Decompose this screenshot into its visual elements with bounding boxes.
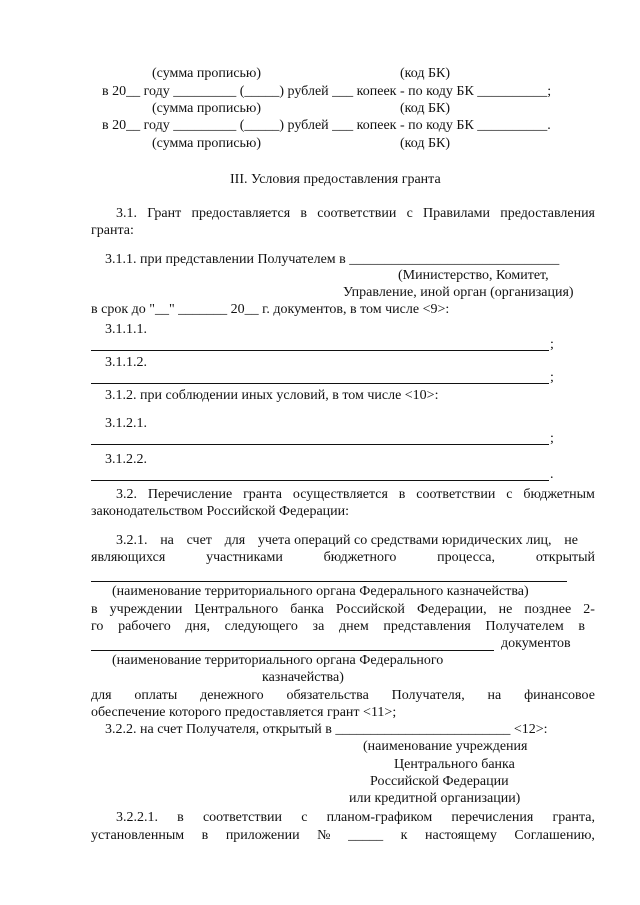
paragraph-3-2-1-line2: являющихся участниками бюджетного процесса, открытый	[91, 550, 595, 565]
bank-caption: Центрального банка	[394, 757, 515, 772]
bank-caption: Российской Федерации	[370, 774, 509, 789]
year-amount-line: в 20__ году _________ (_____) рублей ___ копеек - по коду БК __________.	[102, 118, 551, 133]
amount-in-words-caption: (сумма прописью)	[152, 136, 262, 151]
amount-in-words-caption: (сумма прописью)	[152, 101, 262, 116]
paragraph-3-1-line2: гранта:	[91, 223, 134, 238]
paragraph-3-2-1-line1: 3.2.1. на счет для учета операций со средствами юридических лиц, не	[116, 533, 578, 548]
item-3-1-1-2-label: 3.1.1.2.	[105, 355, 147, 370]
year-amount-line: в 20__ году _________ (_____) рублей ___ копеек - по коду БК __________;	[102, 84, 552, 99]
fill-line	[91, 383, 549, 384]
treasury-caption: казначейства)	[262, 670, 344, 685]
paragraph-3-2-1-line9: обеспечение которого предоставляется грант <11>;	[91, 705, 397, 720]
fill-line	[91, 480, 549, 481]
authority-caption: (Министерство, Комитет,	[398, 268, 549, 283]
fill-line	[91, 581, 567, 582]
line-end-mark: ;	[550, 370, 554, 385]
paragraph-3-2-1-line5: го рабочего дня, следующего за днем представления Получателем в	[91, 619, 585, 634]
line-end-mark: ;	[550, 431, 554, 446]
amount-in-words-caption: (сумма прописью)	[152, 66, 262, 81]
item-3-1-1-1-label: 3.1.1.1.	[105, 322, 147, 337]
paragraph-3-2-1-line8: для оплаты денежного обязательства Получателя, на финансовое	[91, 688, 595, 703]
treasury-caption: (наименование территориального органа Федерального казначейства)	[112, 584, 529, 599]
paragraph-3-2-2-1-line2: установленным в приложении № _____ к настоящему Соглашению,	[91, 828, 595, 843]
paragraph-3-2-line2: законодательством Российской Федерации:	[91, 504, 350, 519]
budget-code-caption: (код БК)	[400, 136, 451, 151]
paragraph-3-2-line1: 3.2. Перечисление гранта осуществляется в соответствии с бюджетным	[116, 487, 595, 502]
budget-code-caption: (код БК)	[400, 66, 451, 81]
deadline-line: в срок до "__" _______ 20__ г. документов, в том числе <9>:	[91, 302, 450, 317]
line-end-mark: ;	[550, 337, 554, 352]
paragraph-3-1-2: 3.1.2. при соблюдении иных условий, в том числе <10>:	[105, 388, 439, 403]
authority-caption: Управление, иной орган (организация)	[343, 285, 574, 300]
treasury-caption: (наименование территориального органа Федерального	[112, 653, 444, 668]
paragraph-3-2-2-1-line1: 3.2.2.1. в соответствии с планом-графиком перечисления гранта,	[116, 810, 595, 825]
item-3-1-2-1-label: 3.1.2.1.	[105, 416, 147, 431]
paragraph-3-1-line1: 3.1. Грант предоставляется в соответствии с Правилами предоставления	[116, 206, 595, 221]
fill-line	[91, 350, 549, 351]
bank-caption: или кредитной организации)	[349, 791, 521, 806]
line-end-mark: .	[550, 467, 554, 482]
paragraph-3-1-1: 3.1.1. при представлении Получателем в ______________________________	[105, 252, 560, 267]
documents-word: документов	[501, 636, 571, 651]
budget-code-caption: (код БК)	[400, 101, 451, 116]
bank-caption: (наименование учреждения	[363, 739, 528, 754]
item-3-1-2-2-label: 3.1.2.2.	[105, 452, 147, 467]
fill-line	[91, 650, 494, 651]
section-title: III. Условия предоставления гранта	[230, 172, 441, 187]
paragraph-3-2-2: 3.2.2. на счет Получателя, открытый в _________________________ <12>:	[105, 722, 548, 737]
fill-line	[91, 444, 549, 445]
paragraph-3-2-1-line4: в учреждении Центрального банка Российской Федерации, не позднее 2-	[91, 602, 595, 617]
